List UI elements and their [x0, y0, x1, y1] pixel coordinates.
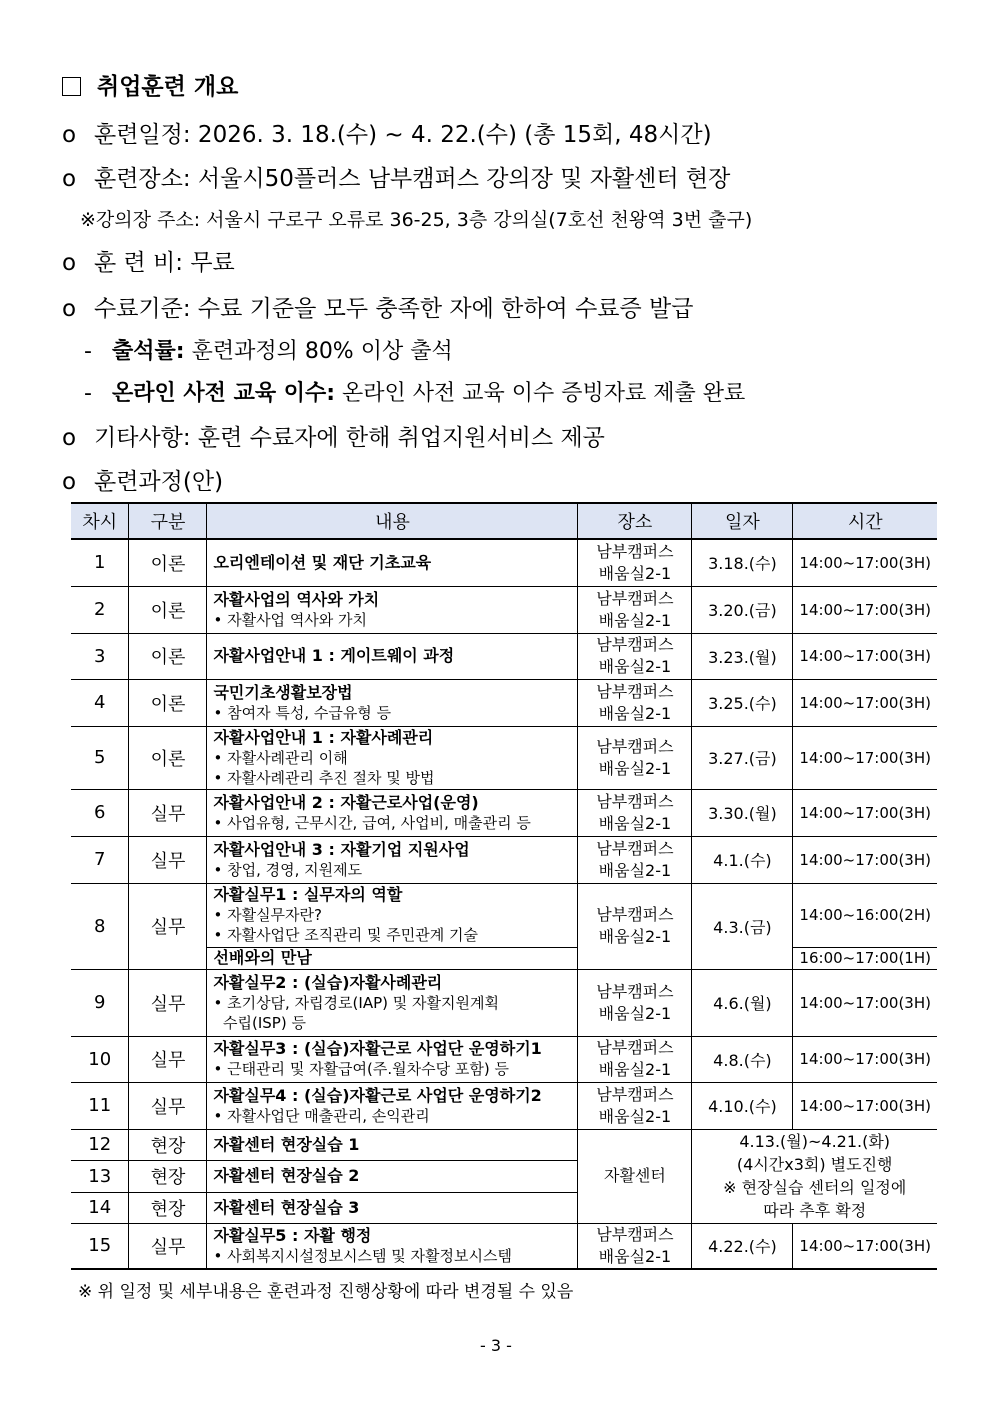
place-room: 배움실2-1: [598, 813, 672, 833]
place-campus: 남부캠퍼스: [596, 736, 674, 756]
place-room: 배움실2-1: [598, 1060, 672, 1079]
place-campus: 남부캠퍼스: [596, 1038, 674, 1057]
section-heading: [62, 68, 238, 101]
place-cell: [578, 586, 692, 633]
attendance-value: 훈련과정의 80% 이상 출석: [191, 339, 453, 364]
place-cell: [578, 836, 692, 883]
place-room: 배움실2-1: [598, 1246, 672, 1266]
place-room: 배움실2-1: [598, 563, 672, 583]
place-room: 배움실2-1: [598, 758, 672, 778]
table-row: [71, 969, 937, 1036]
table-row: [71, 1036, 937, 1082]
session-title: 자활사업안내 1 : 자활사례관리: [213, 727, 434, 747]
table-row: [71, 1223, 937, 1269]
session-type: 현장: [129, 1192, 207, 1223]
session-title: 국민기초생활보장법: [213, 682, 353, 702]
online-value: 온라인 사전 교육 이수 증빙자료 제출 완료: [342, 381, 746, 406]
place-cell: [578, 679, 692, 726]
course-item: [62, 463, 223, 496]
other-text: 기타사항: 훈련 수료자에 한해 취업지원서비스 제공: [94, 425, 605, 451]
field-place-cell: 자활센터: [578, 1129, 692, 1223]
session-title: 오리엔테이션 및 재단 기초교육: [213, 552, 432, 572]
page-number: - 3 -: [480, 1336, 512, 1355]
field-schedule-line: ※ 현장실습 센터의 일정에: [723, 1178, 907, 1197]
session-detail: 수립(ISP) 등: [213, 1013, 306, 1032]
session-title: 자활실무3 : (실습)자활근로 사업단 운영하기1: [213, 1039, 542, 1058]
session-number: 13: [71, 1160, 129, 1192]
session-date: 3.30.(월): [692, 789, 793, 836]
session-time: 14:00~17:00(3H): [793, 1223, 937, 1269]
place-room: 배움실2-1: [598, 1003, 672, 1023]
session-type: 실무: [129, 1036, 207, 1082]
session-time: 14:00~17:00(3H): [793, 586, 937, 633]
content-cell: [207, 789, 578, 836]
session-type: 실무: [129, 836, 207, 883]
attendance-label: 출석률:: [112, 339, 185, 364]
table-row: [71, 789, 937, 836]
field-schedule-cell: [692, 1129, 937, 1223]
fee-item: [62, 244, 235, 277]
session-number: 4: [71, 679, 129, 726]
bullet-icon: o: [62, 469, 77, 495]
place-cell: [578, 883, 692, 969]
place-campus: 남부캠퍼스: [596, 588, 674, 608]
session-detail: • 자활사례관리 이해: [213, 748, 348, 767]
session-time: 14:00~17:00(3H): [793, 969, 937, 1036]
session-title: 자활실무1 : 실무자의 역할: [213, 885, 403, 904]
field-schedule-line: (4시간x3회) 별도진행: [736, 1155, 893, 1174]
content-cell: [207, 679, 578, 726]
session-detail: • 사회복지시설정보시스템 및 자활정보시스템: [213, 1246, 512, 1265]
session-number: 2: [71, 586, 129, 633]
footnote: ※ 위 일정 및 세부내용은 훈련과정 진행상황에 따라 변경될 수 있음: [78, 1282, 574, 1302]
session-type: 실무: [129, 1223, 207, 1269]
session-number: 11: [71, 1082, 129, 1129]
place-campus: 남부캠퍼스: [596, 1084, 674, 1104]
venue-note: ※강의장 주소: 서울시 구로구 오류로 36-25, 3층 강의실(7호선 천왕역 3번 출구): [80, 209, 753, 231]
bullet-icon: o: [62, 166, 77, 192]
session-type: 이론: [129, 726, 207, 789]
content-cell: [207, 836, 578, 883]
course-text: 훈련과정(안): [94, 469, 224, 495]
place-campus: 남부캠퍼스: [596, 791, 674, 811]
session-type: 실무: [129, 883, 207, 969]
session-detail: • 초기상담, 자립경로(IAP) 및 자활지원계획: [213, 993, 499, 1012]
place-room: 배움실2-1: [598, 610, 672, 630]
dash-icon: -: [84, 381, 92, 406]
place-room: 배움실2-1: [598, 657, 672, 676]
session-title: 자활센터 현장실습 2: [213, 1166, 360, 1185]
header-category: 구분: [129, 503, 207, 539]
place-campus: 남부캠퍼스: [596, 981, 674, 1001]
place-campus: 남부캠퍼스: [596, 635, 674, 654]
dash-icon: -: [84, 339, 92, 364]
session-time: 14:00~17:00(3H): [793, 836, 937, 883]
session-date: 4.10.(수): [692, 1082, 793, 1129]
place-cell: [578, 1223, 692, 1269]
session-detail: • 자활사례관리 추진 절차 및 방법: [213, 768, 435, 787]
session-number: 9: [71, 969, 129, 1036]
bullet-icon: o: [62, 296, 77, 322]
schedule-text: 훈련일정: 2026. 3. 18.(수) ~ 4. 22.(수) (총 15회, 48시간): [94, 122, 712, 148]
session-date: 3.20.(금): [692, 586, 793, 633]
schedule-item: [62, 116, 712, 149]
content-cell: [207, 1192, 578, 1223]
sub-session-time: 16:00~17:00(1H): [793, 947, 937, 969]
table-row: [71, 1129, 937, 1160]
session-date: 3.27.(금): [692, 726, 793, 789]
table-header-row: [71, 503, 937, 539]
content-cell: [207, 1129, 578, 1160]
session-date: 4.3.(금): [692, 883, 793, 969]
session-date: 4.22.(수): [692, 1223, 793, 1269]
table-row: [71, 883, 937, 947]
bullet-icon: o: [62, 250, 77, 276]
session-detail: • 자활사업단 조직관리 및 주민관계 기술: [213, 926, 478, 944]
place-cell: [578, 539, 692, 586]
place-campus: 남부캠퍼스: [596, 681, 674, 701]
completion-item: [62, 290, 693, 323]
table-row: [71, 586, 937, 633]
place-cell: [578, 633, 692, 679]
place-campus: 남부캠퍼스: [596, 905, 674, 924]
attendance-item: [84, 334, 453, 365]
online-item: [84, 376, 745, 407]
content-cell: [207, 726, 578, 789]
place-cell: [578, 969, 692, 1036]
session-detail: • 사업유형, 근무시간, 급여, 사업비, 매출관리 등: [213, 813, 531, 832]
online-label: 온라인 사전 교육 이수:: [112, 381, 336, 406]
completion-text: 수료기준: 수료 기준을 모두 충족한 자에 한하여 수료증 발급: [94, 296, 694, 322]
session-type: 실무: [129, 1082, 207, 1129]
session-number: 7: [71, 836, 129, 883]
session-type: 이론: [129, 633, 207, 679]
place-room: 배움실2-1: [598, 703, 672, 723]
content-cell: [207, 633, 578, 679]
session-detail: • 자활실무자란?: [213, 906, 322, 924]
session-title: 자활사업의 역사와 가치: [213, 589, 380, 609]
place-cell: [578, 789, 692, 836]
header-place: 장소: [578, 503, 692, 539]
session-title: 자활사업안내 2 : 자활근로사업(운영): [213, 792, 479, 812]
session-type: 현장: [129, 1160, 207, 1192]
session-number: 5: [71, 726, 129, 789]
header-date: 일자: [692, 503, 793, 539]
session-date: 3.18.(수): [692, 539, 793, 586]
table-row: [71, 539, 937, 586]
venue-item: [62, 160, 730, 193]
session-type: 이론: [129, 679, 207, 726]
content-cell: [207, 586, 578, 633]
place-cell: [578, 726, 692, 789]
session-date: 4.6.(월): [692, 969, 793, 1036]
section-title: 취업훈련 개요: [97, 74, 239, 100]
content-cell: [207, 1036, 578, 1082]
session-detail: • 자활사업단 매출관리, 손익관리: [213, 1106, 430, 1125]
fee-text: 훈 련 비: 무료: [94, 250, 235, 276]
place-room: 배움실2-1: [598, 927, 672, 946]
session-date: 4.8.(수): [692, 1036, 793, 1082]
session-date: 4.1.(수): [692, 836, 793, 883]
session-time: 14:00~17:00(3H): [793, 679, 937, 726]
session-number: 15: [71, 1223, 129, 1269]
content-cell: [207, 1160, 578, 1192]
bullet-icon: o: [62, 425, 77, 451]
field-schedule-line: 4.13.(월)~4.21.(화): [739, 1132, 891, 1151]
session-title: 자활사업안내 3 : 자활기업 지원사업: [213, 839, 470, 859]
content-cell: [207, 969, 578, 1036]
place-room: 배움실2-1: [598, 860, 672, 880]
session-number: 10: [71, 1036, 129, 1082]
session-title: 자활센터 현장실습 3: [213, 1197, 360, 1217]
bullet-icon: o: [62, 122, 77, 148]
session-date: 3.25.(수): [692, 679, 793, 726]
session-type: 실무: [129, 789, 207, 836]
content-cell: [207, 1223, 578, 1269]
session-time: 14:00~17:00(3H): [793, 633, 937, 679]
place-cell: [578, 1082, 692, 1129]
session-title: 자활실무5 : 자활 행정: [213, 1225, 372, 1245]
table-row: [71, 679, 937, 726]
table-row: [71, 633, 937, 679]
session-number: 12: [71, 1129, 129, 1160]
session-title: 자활실무2 : (실습)자활사례관리: [213, 972, 443, 992]
session-number: 14: [71, 1192, 129, 1223]
session-type: 이론: [129, 539, 207, 586]
session-title: 자활사업안내 1 : 게이트웨이 과정: [213, 646, 455, 665]
session-type: 이론: [129, 586, 207, 633]
place-campus: 남부캠퍼스: [596, 541, 674, 561]
venue-text: 훈련장소: 서울시50플러스 남부캠퍼스 강의장 및 자활센터 현장: [94, 166, 731, 192]
place-campus: 남부캠퍼스: [596, 838, 674, 858]
table-row: [71, 1082, 937, 1129]
session-detail: • 자활사업 역사와 가치: [213, 610, 368, 629]
session-detail: • 참여자 특성, 수급유형 등: [213, 703, 392, 722]
session-type: 현장: [129, 1129, 207, 1160]
table-row: [71, 726, 937, 789]
session-time: 14:00~17:00(3H): [793, 539, 937, 586]
session-date: 3.23.(월): [692, 633, 793, 679]
header-content: 내용: [207, 503, 578, 539]
session-number: 3: [71, 633, 129, 679]
session-number: 6: [71, 789, 129, 836]
place-room: 배움실2-1: [598, 1106, 672, 1126]
session-title: 자활실무4 : (실습)자활근로 사업단 운영하기2: [213, 1085, 542, 1105]
content-cell: [207, 1082, 578, 1129]
place-cell: [578, 1036, 692, 1082]
session-time: 14:00~17:00(3H): [793, 1082, 937, 1129]
content-cell: [207, 883, 578, 947]
content-cell: [207, 539, 578, 586]
session-detail: • 창업, 경영, 지원제도: [213, 860, 363, 879]
session-number: 8: [71, 883, 129, 969]
header-time: 시간: [793, 503, 937, 539]
session-time: 14:00~17:00(3H): [793, 1036, 937, 1082]
session-number: 1: [71, 539, 129, 586]
schedule-table: [71, 502, 937, 1270]
checkbox-square-icon: [62, 77, 81, 96]
field-schedule-line: 따라 추후 확정: [763, 1201, 867, 1220]
session-type: 실무: [129, 969, 207, 1036]
sub-session-title: 선배와의 만남: [207, 947, 578, 969]
session-time: 14:00~17:00(3H): [793, 726, 937, 789]
other-item: [62, 419, 605, 452]
place-campus: 남부캠퍼스: [596, 1224, 674, 1244]
session-time: 14:00~16:00(2H): [793, 883, 937, 947]
table-row: [71, 836, 937, 883]
header-session: 차시: [71, 503, 129, 539]
session-title: 자활센터 현장실습 1: [213, 1134, 360, 1154]
session-detail: • 근태관리 및 자활급여(주.월차수당 포함) 등: [213, 1060, 509, 1078]
session-time: 14:00~17:00(3H): [793, 789, 937, 836]
